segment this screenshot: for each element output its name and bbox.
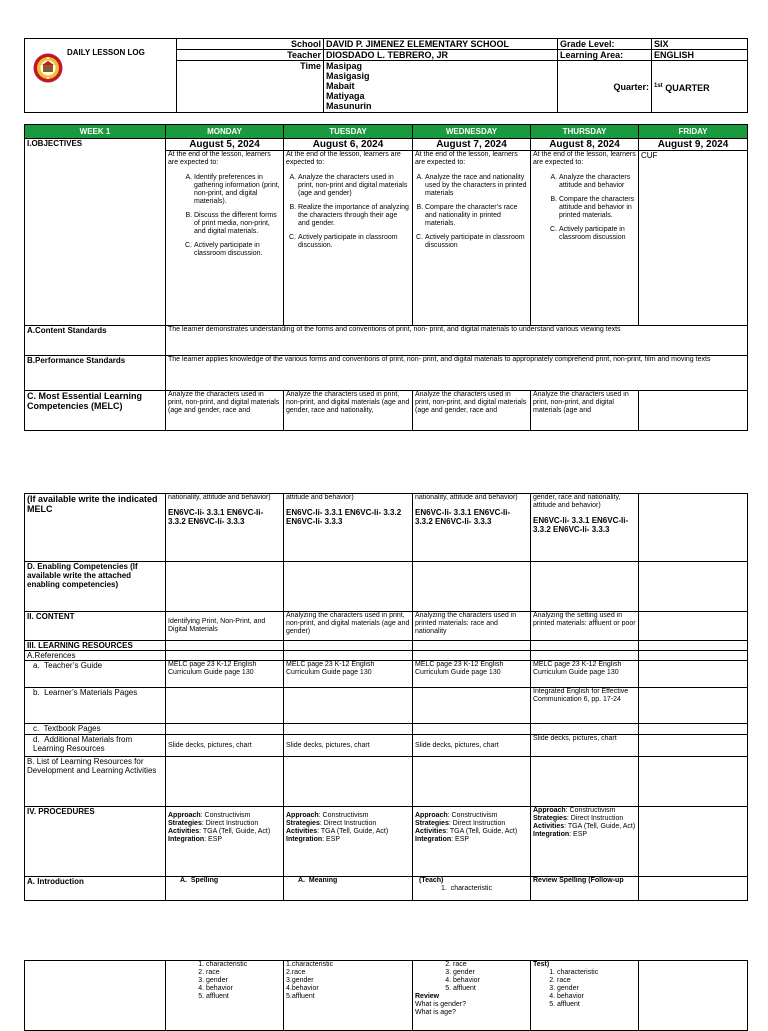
objectives-label: I.OBJECTIVES xyxy=(25,139,166,326)
objective-item: B. Compare the characters attitude and behavior in printed materials. xyxy=(559,196,636,220)
objective-item: C. Actively participate in classroom discussion xyxy=(559,226,636,242)
grade-value: SIX xyxy=(652,39,748,50)
learners-materials-label: b. Learner’s Materials Pages xyxy=(25,688,166,724)
melc-cont-text: attitude and behavior) xyxy=(286,494,354,501)
school-value: DAVID P. JIMENEZ ELEMENTARY SCHOOL xyxy=(324,39,558,50)
objective-item: C. Actively participate in classroom discussion. xyxy=(298,234,410,250)
content-wednesday: Analyzing the characters used in printed materials: race and nationality xyxy=(413,612,531,641)
objective-item: C. Actively participate in classroom discussion xyxy=(425,234,528,250)
time-value-2: Masigasig xyxy=(326,71,370,81)
quarter-label: Quarter: xyxy=(558,61,652,113)
content-standards-text: The learner demonstrates understanding of the forms and conventions of print, non- print, and digital materials to understand various viewing texts xyxy=(166,326,748,356)
objective-item: B. Compare the character’s race and nationality in printed materials. xyxy=(425,204,528,228)
melc-code: EN6VC-Ii- 3.3.1 EN6VC-Ii- 3.3.2 EN6VC-Ii- 3.3.3 xyxy=(533,516,629,534)
melc-tuesday: Analyze the characters used in print, non-print, and digital materials (age and gender, race and nationality, xyxy=(284,391,413,431)
time-value-1: Masipag xyxy=(326,61,363,71)
melc-cont-friday xyxy=(639,494,748,562)
header-table xyxy=(24,38,748,113)
day-wednesday: WEDNESDAY xyxy=(413,125,531,139)
melc-cont-label: (If available write the indicated MELC xyxy=(25,494,166,562)
words-wednesday: 2. race 3. gender 4. behavior 5. affluent Review What is gender? What is age? xyxy=(413,961,531,1031)
time-value-3: Mabait xyxy=(326,81,355,91)
date-thursday: August 8, 2024 xyxy=(531,139,639,151)
textbook-label: c. Textbook Pages xyxy=(25,724,166,735)
enabling-label: D. Enabling Competencies (If available write the attached enabling competencies) xyxy=(25,562,166,612)
quarter-sup: 1st xyxy=(654,82,663,89)
intro-wednesday: (Teach) 1. characteristic xyxy=(413,877,531,901)
procedures-thursday: Approach: Constructivism Strategies: Direct Instruction Activities: TGA (Tell, Guide, Act) Integration: ESP xyxy=(531,807,639,877)
objectives-friday: CUF xyxy=(639,151,748,326)
day-friday: FRIDAY xyxy=(639,125,748,139)
melc-code: EN6VC-Ii- 3.3.1 EN6VC-Ii- 3.3.2 EN6VC-Ii- 3.3.3 xyxy=(286,508,402,526)
learners-materials-thursday: Integrated English for Effective Communication 6, pp. 17-24 xyxy=(531,688,639,724)
objective-item: A. Analyze the race and nationality used by the characters in printed materials xyxy=(425,174,528,198)
additional-thursday: Slide decks, pictures, chart xyxy=(531,735,639,757)
day-thursday: THURSDAY xyxy=(531,125,639,139)
teachers-guide-thursday: MELC page 23 K-12 English Curriculum Guide page 130 xyxy=(531,661,639,688)
teacher-label: Teacher xyxy=(177,50,324,61)
melc-cont-text: nationality, attitude and behavior) xyxy=(415,494,518,501)
time-values xyxy=(324,61,558,113)
intro-thursday: Review Spelling (Follow-up xyxy=(531,877,639,901)
date-tuesday: August 6, 2024 xyxy=(284,139,413,151)
melc-thursday: Analyze the characters used in print, non-print, and digital materials (age and xyxy=(531,391,639,431)
melc-code: EN6VC-Ii- 3.3.1 EN6VC-Ii- 3.3.2 EN6VC-Ii- 3.3.3 xyxy=(415,508,511,526)
teachers-guide-wednesday: MELC page 23 K-12 English Curriculum Guide page 130 xyxy=(413,661,531,688)
objectives-monday xyxy=(166,151,284,326)
week-label: WEEK 1 xyxy=(25,125,166,139)
school-label: School xyxy=(177,39,324,50)
area-value: ENGLISH xyxy=(652,50,748,61)
time-value-4: Matiyaga xyxy=(326,91,365,101)
melc-wednesday: Analyze the characters used in print, non-print, and digital materials (age and gender, race and xyxy=(413,391,531,431)
lesson-table-page-1 xyxy=(24,124,748,431)
lesson-table-page-2 xyxy=(24,493,748,901)
intro-tuesday: A. Meaning xyxy=(284,877,413,901)
teachers-guide-monday: MELC page 23 K-12 English Curriculum Guide page 130 xyxy=(166,661,284,688)
additional-wednesday: Slide decks, pictures, chart xyxy=(413,735,531,757)
teacher-value: DIOSDADO L. TEBRERO, JR xyxy=(324,50,558,61)
melc-label: C. Most Essential Learning Competencies (MELC) xyxy=(25,391,166,431)
teachers-guide-label: a. Teacher’s Guide xyxy=(25,661,166,688)
list-resources-label: B. List of Learning Resources for Development and Learning Activities xyxy=(25,757,166,807)
content-thursday: Analyzing the setting used in printed materials: affluent or poor xyxy=(531,612,639,641)
log-title: DAILY LESSON LOG xyxy=(67,48,145,57)
additional-monday: Slide decks, pictures, chart xyxy=(166,735,284,757)
procedures-tuesday: Approach: Constructivism Strategies: Direct Instruction Activities: TGA (Tell, Guide, Act) Integration: ESP xyxy=(284,807,413,877)
additional-materials-label: d. Additional Materials from Learning Resources xyxy=(25,735,166,757)
words-tuesday: 1.characteristic 2.race 3.gender 4.behavior 5.affluent xyxy=(284,961,413,1031)
melc-cont-tuesday xyxy=(284,494,413,562)
time-value-5: Masunurin xyxy=(326,101,372,111)
day-tuesday: TUESDAY xyxy=(284,125,413,139)
melc-cont-wednesday xyxy=(413,494,531,562)
objective-item: A. Analyze the characters used in print, non-print and digital materials (age and gender) xyxy=(298,174,410,198)
objective-item: C. Actively participate in classroom discussion. xyxy=(194,242,281,258)
objectives-intro: At the end of the lesson, learners are expected to: xyxy=(415,151,518,166)
date-wednesday: August 7, 2024 xyxy=(413,139,531,151)
performance-standards-text: The learner applies knowledge of the various forms and conventions of print, non- print, and digital materials to appropriately comprehend print, non-print, film and moving texts xyxy=(166,356,748,391)
date-friday: August 9, 2024 xyxy=(639,139,748,151)
melc-cont-text: nationality, attitude and behavior) xyxy=(168,494,271,501)
objectives-thursday xyxy=(531,151,639,326)
resources-label: III. LEARNING RESOURCES xyxy=(25,641,166,651)
melc-cont-text: gender, race and nationality, attitude and behavior) xyxy=(533,494,621,509)
teachers-guide-tuesday: MELC page 23 K-12 English Curriculum Guide page 130 xyxy=(284,661,413,688)
content-label: II. CONTENT xyxy=(25,612,166,641)
melc-friday xyxy=(639,391,748,431)
date-monday: August 5, 2024 xyxy=(166,139,284,151)
melc-cont-thursday xyxy=(531,494,639,562)
intro-monday: A. Spelling xyxy=(166,877,284,901)
objectives-wednesday xyxy=(413,151,531,326)
words-monday: 1. characteristic 2. race 3. gender 4. behavior 5. affluent xyxy=(166,961,284,1031)
melc-monday: Analyze the characters used in print, non-print, and digital materials (age and gender, race and xyxy=(166,391,284,431)
melc-code: EN6VC-Ii- 3.3.1 EN6VC-Ii- 3.3.2 EN6VC-Ii- 3.3.3 xyxy=(168,508,264,526)
objective-item: B. Realize the importance of analyzing the characters through their age and gender. xyxy=(298,204,410,228)
references-label: A.References xyxy=(25,651,166,661)
procedures-label: IV. PROCEDURES xyxy=(25,807,166,877)
objective-item: A. Analyze the characters attitude and behavior xyxy=(559,174,636,190)
melc-cont-monday xyxy=(166,494,284,562)
grade-label: Grade Level: xyxy=(558,39,652,50)
objectives-intro: At the end of the lesson, learners are expected to: xyxy=(286,151,401,166)
quarter-value-cell xyxy=(652,61,748,113)
words-thursday: Test) 1. characteristic 2. race 3. gender 4. behavior 5. affluent xyxy=(531,961,639,1031)
time-label: Time xyxy=(177,61,324,113)
objectives-intro: At the end of the lesson, learners are expected to: xyxy=(533,151,636,166)
performance-standards-label: B.Performance Standards xyxy=(25,356,166,391)
objective-item: A. Identify preferences in gathering information (print, non-print, and digital materials). xyxy=(194,174,281,206)
objectives-intro: At the end of the lesson, learners are expected to: xyxy=(168,151,271,166)
area-label: Learning Area: xyxy=(558,50,652,61)
procedures-monday: Approach: Constructivism Strategies: Direct Instruction Activities: TGA (Tell, Guide, Act) Integration: ESP xyxy=(166,807,284,877)
content-standards-label: A.Content Standards xyxy=(25,326,166,356)
content-tuesday: Analyzing the characters used in print, non-print, and digital materials (age and gender) xyxy=(284,612,413,641)
additional-tuesday: Slide decks, pictures, chart xyxy=(284,735,413,757)
objective-item: B. Discuss the different forms of print media, non-print, and digital materials. xyxy=(194,212,281,236)
school-seal-icon xyxy=(33,53,63,83)
content-monday: Identifying Print, Non-Print, and Digital Materials xyxy=(166,612,284,641)
procedures-wednesday: Approach: Constructivism Strategies: Direct Instruction Activities: TGA (Tell, Guide, Act) Integration: ESP xyxy=(413,807,531,877)
lesson-table-page-3 xyxy=(24,960,748,1031)
day-monday: MONDAY xyxy=(166,125,284,139)
introduction-label: A. Introduction xyxy=(25,877,166,901)
quarter-value: QUARTER xyxy=(665,82,710,93)
objectives-tuesday xyxy=(284,151,413,326)
